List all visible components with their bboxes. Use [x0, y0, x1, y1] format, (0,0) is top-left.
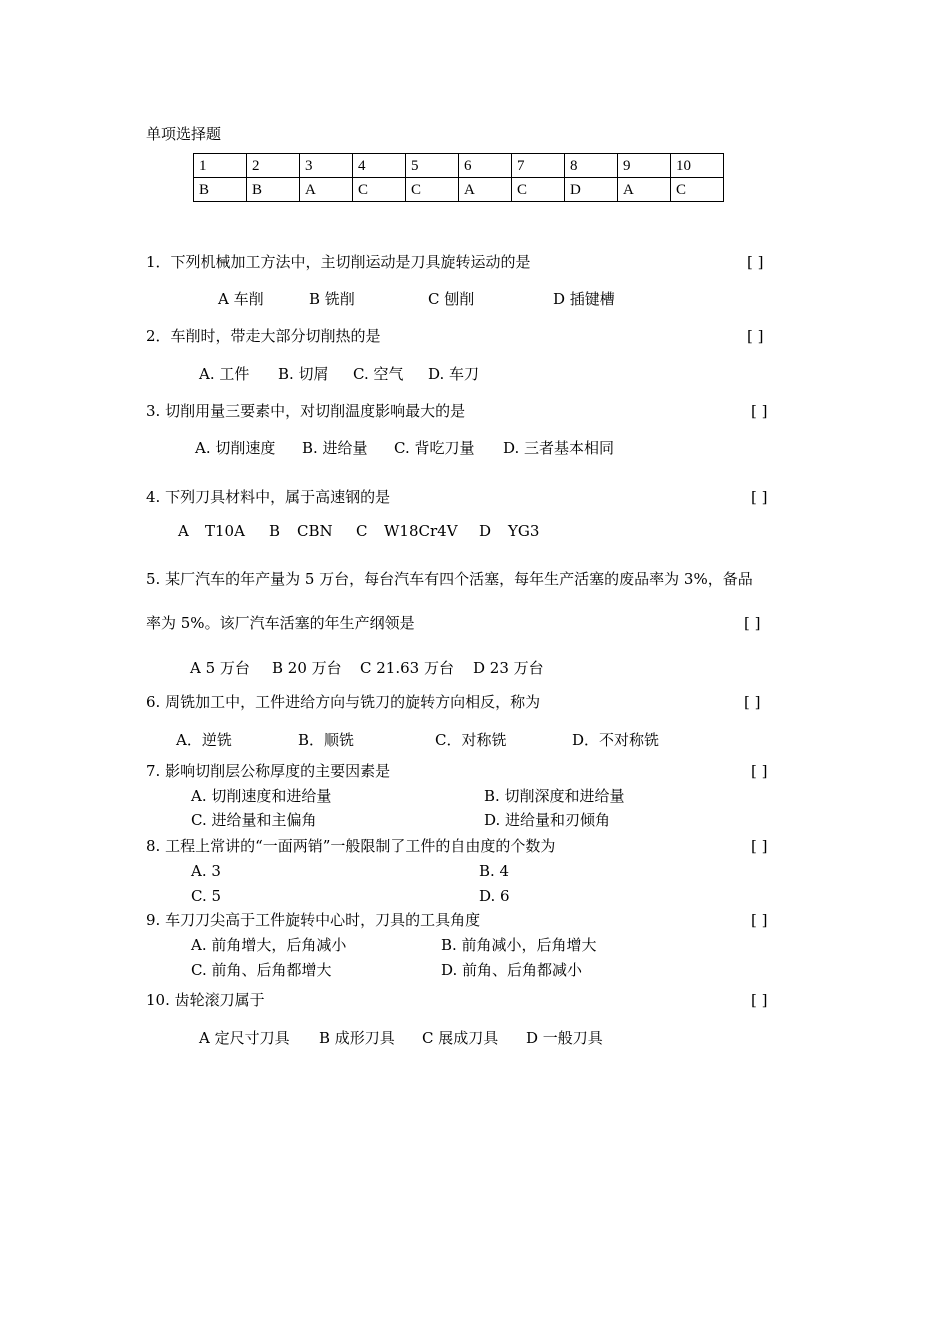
question-4-option-c-letter: C [356, 522, 368, 540]
question-1-stem: 1．下列机械加工方法中，主切削运动是刀具旋转运动的是 [146, 253, 531, 271]
question-5-option-a: A 5 万台 [190, 659, 250, 677]
question-2-stem: 2．车削时，带走大部分切削热的是 [146, 327, 381, 345]
table-cell: 6 [459, 154, 512, 178]
table-cell: C [512, 178, 565, 202]
question-6-stem: 6. 周铣加工中，工件进给方向与铣刀的旋转方向相反，称为 [146, 693, 541, 711]
answer-bracket: [ ] [751, 762, 768, 780]
question-10-option-d: D 一般刀具 [526, 1029, 603, 1047]
table-cell: 5 [406, 154, 459, 178]
question-2-option-b: B. 切屑 [278, 365, 329, 383]
question-7-option-a: A. 切削速度和进给量 [191, 787, 332, 805]
question-3-option-b: B. 进给量 [302, 439, 368, 457]
question-3-option-d: D. 三者基本相同 [503, 439, 615, 457]
question-3-option-a: A. 切削速度 [195, 439, 276, 457]
question-2-option-c: C. 空气 [353, 365, 404, 383]
answer-bracket: [ ] [747, 253, 764, 271]
answer-table-answer-row [194, 178, 724, 202]
answer-bracket: [ ] [751, 911, 768, 929]
question-8-option-b: B. 4 [479, 862, 510, 880]
question-4-option-a-text: T10A [205, 522, 245, 540]
answer-table [193, 153, 724, 202]
question-7-option-c: C. 进给量和主偏角 [191, 811, 317, 829]
question-6-option-a: A．逆铣 [176, 731, 232, 749]
question-1-option-c: C 刨削 [428, 290, 475, 308]
question-4-option-a-letter: A [178, 522, 189, 540]
question-7-stem: 7. 影响切削层公称厚度的主要因素是 [146, 762, 391, 780]
question-9-option-a: A. 前角增大，后角减小 [191, 936, 347, 954]
question-4-option-d-text: YG3 [508, 522, 540, 540]
question-9-stem: 9. 车刀刀尖高于工件旋转中心时，刀具的工具角度 [146, 911, 481, 929]
answer-table-number-row [194, 154, 724, 178]
question-1-option-d: D 插键槽 [553, 290, 615, 308]
question-6-option-b: B．顺铣 [298, 731, 355, 749]
table-cell: 1 [194, 154, 247, 178]
table-cell: A [459, 178, 512, 202]
question-5-option-b: B 20 万台 [272, 659, 342, 677]
answer-bracket: [ ] [751, 837, 768, 855]
question-10-option-a: A 定尺寸刀具 [199, 1029, 290, 1047]
question-1-option-a: A 车削 [218, 290, 264, 308]
question-10-option-c: C 展成刀具 [422, 1029, 499, 1047]
table-cell: 7 [512, 154, 565, 178]
question-9-option-c: C. 前角、后角都增大 [191, 961, 332, 979]
question-1-option-b: B 铣削 [309, 290, 355, 308]
answer-bracket: [ ] [751, 488, 768, 506]
table-cell: 2 [247, 154, 300, 178]
question-9-option-b: B. 前角减小，后角增大 [441, 936, 597, 954]
table-cell: A [300, 178, 353, 202]
answer-bracket: [ ] [751, 402, 768, 420]
question-3-option-c: C. 背吃刀量 [394, 439, 475, 457]
question-6-option-d: D．不对称铣 [572, 731, 660, 749]
table-cell: C [671, 178, 724, 202]
question-8-option-c: C. 5 [191, 887, 222, 905]
table-cell: 4 [353, 154, 406, 178]
section-title: 单项选择题 [146, 125, 222, 143]
question-4-option-b-letter: B [269, 522, 281, 540]
question-4-option-d-letter: D [479, 522, 492, 540]
answer-bracket: [ ] [744, 614, 761, 632]
question-7-option-b: B. 切削深度和进给量 [484, 787, 625, 805]
answer-bracket: [ ] [751, 991, 768, 1009]
question-8-option-a: A. 3 [191, 862, 221, 880]
question-5-stem-line-2: 率为 5%。该厂汽车活塞的年生产纲领是 [146, 614, 415, 632]
question-5-option-c: C 21.63 万台 [360, 659, 454, 677]
question-4-option-c-text: W18Cr4V [384, 522, 458, 540]
answer-bracket: [ ] [747, 327, 764, 345]
question-2-option-a: A. 工件 [199, 365, 250, 383]
question-8-option-d: D. 6 [479, 887, 510, 905]
question-10-option-b: B 成形刀具 [319, 1029, 395, 1047]
question-5-stem-line-1: 5. 某厂汽车的年产量为 5 万台，每台汽车有四个活塞，每年生产活塞的废品率为 3%，备品 [146, 570, 753, 588]
question-3-stem: 3. 切削用量三要素中，对切削温度影响最大的是 [146, 402, 466, 420]
answer-bracket: [ ] [744, 693, 761, 711]
question-7-option-d: D. 进给量和刃倾角 [484, 811, 611, 829]
table-cell: 10 [671, 154, 724, 178]
table-cell: 8 [565, 154, 618, 178]
question-6-option-c: C．对称铣 [435, 731, 507, 749]
table-cell: A [618, 178, 671, 202]
table-cell: D [565, 178, 618, 202]
question-10-stem: 10. 齿轮滚刀属于 [146, 991, 265, 1009]
table-cell: B [194, 178, 247, 202]
question-9-option-d: D. 前角、后角都减小 [441, 961, 583, 979]
question-4-stem: 4. 下列刀具材料中，属于高速钢的是 [146, 488, 391, 506]
table-cell: 9 [618, 154, 671, 178]
question-4-option-b-text: CBN [297, 522, 333, 540]
table-cell: C [353, 178, 406, 202]
table-cell: 3 [300, 154, 353, 178]
table-cell: C [406, 178, 459, 202]
question-8-stem: 8. 工程上常讲的“一面两销”一般限制了工件的自由度的个数为 [146, 837, 556, 855]
question-5-option-d: D 23 万台 [473, 659, 544, 677]
table-cell: B [247, 178, 300, 202]
question-2-option-d: D. 车刀 [428, 365, 480, 383]
